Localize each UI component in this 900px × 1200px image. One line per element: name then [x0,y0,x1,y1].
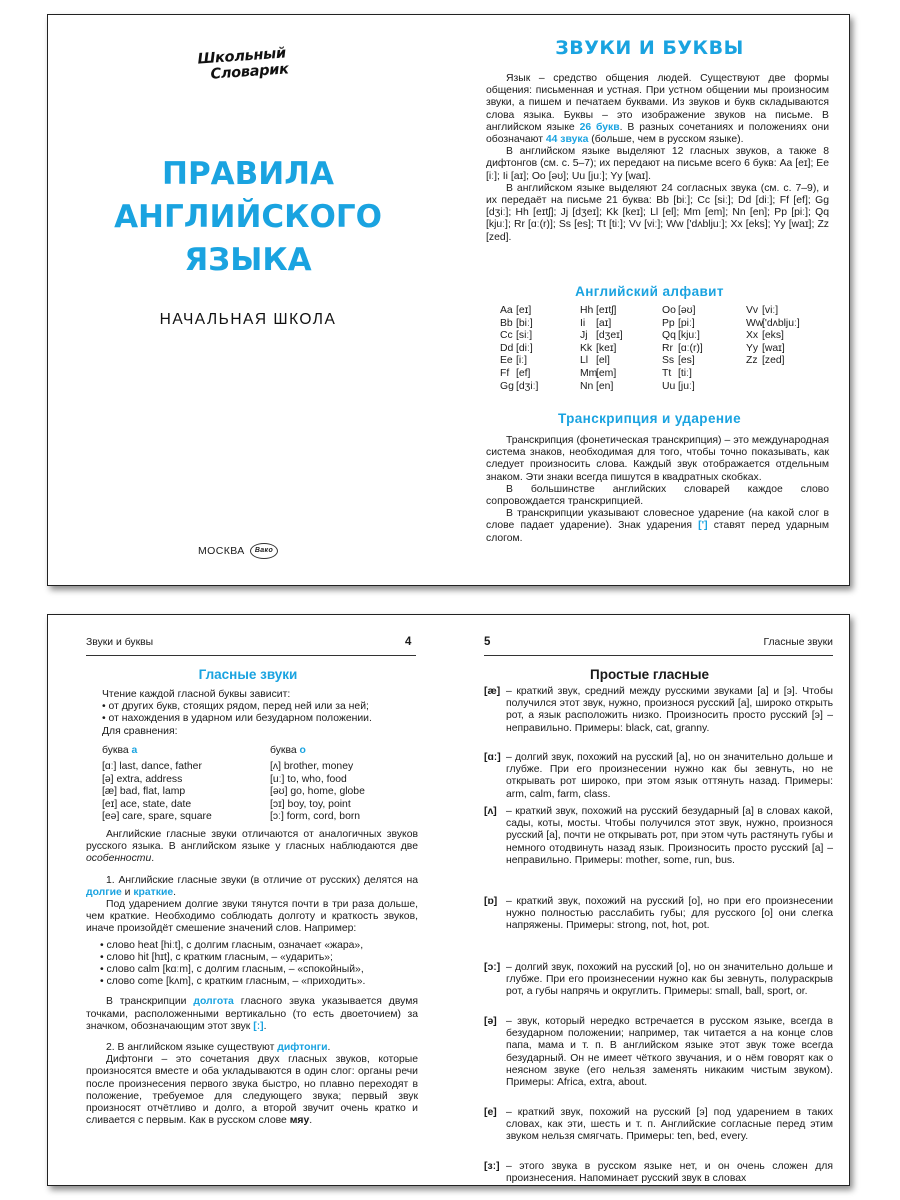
alphabet-entry [580,305,660,318]
letter-o: o [299,745,306,756]
book-spread-cover [47,14,850,586]
letter: Yy [746,342,759,354]
letter-transcription: [dʒeɪ] [596,330,623,342]
paragraph [486,508,829,545]
bullet: • от других букв, стоящих рядом, перед ней или за ней; [102,701,369,713]
reading-rules [102,689,418,738]
example-row: [ɑː] last, dance, father [102,761,202,773]
alphabet-entry [746,305,826,318]
header-rule [86,655,416,656]
letter-transcription: [kjuː] [678,330,700,342]
letter-transcription: [juː] [678,380,695,392]
letter: Oo [662,305,676,316]
paragraph [86,1042,418,1054]
text-run: Английские гласные звуки отличаются от аналогичных звуков русского языка. В английском языке у гласных наблюдаются две [86,829,418,853]
paragraph [86,875,418,899]
cover-subtitle: НАЧАЛЬНАЯ ШКОЛА [159,311,337,328]
text-run: 1. Английские гласные звуки (в отличие от русских) делятся на [106,874,418,886]
alphabet-entry [580,381,660,394]
running-head: Гласные звуки [763,637,833,648]
vowel-symbol: [ɜː] [484,1161,500,1172]
intro-line: Чтение каждой гласной буквы зависит: [102,689,291,700]
letter-transcription: [waɪ] [762,342,785,354]
letter-transcription: [diː] [516,342,533,354]
text-run: . [173,886,177,898]
letter-transcription: [eks] [762,330,784,342]
alphabet-entry [500,343,580,356]
series-logo [197,44,303,83]
text-run: и [121,886,134,898]
vowel-symbol: [ə] [484,1016,497,1027]
section-heading: Гласные звуки [198,667,298,682]
text-run: буква [102,745,132,756]
alphabet-entry [500,355,580,368]
section-heading: Простые гласные [590,667,709,682]
letter-transcription: [em] [596,367,617,379]
text-run: гласного звука указывается двумя точками, расположенными вертикально (то есть двоеточием) за значком, обозначающим этот звук [86,996,418,1032]
vowel-symbol: [ɔː] [484,962,501,973]
letter-o-column [270,745,420,823]
letter: Rr [662,342,673,354]
letter: Qq [662,330,676,342]
paragraph [86,996,418,1033]
sounds-letters-page [448,15,851,585]
text-run: . [327,1042,331,1054]
sounds-count: 44 звука [545,134,589,146]
example-row: [æ] bad, flat, lamp [102,786,186,798]
example: • слово hit [hɪt], с кратким гласным, – «ударить»; [100,951,333,963]
page-4 [48,615,448,1185]
paragraph: В английском языке выделяют 24 согласных звука (см. с. 7–9), и их передаёт на письме 21 буква: Bb [biː]; Cc [siː]; Dd [diː]; Ff [ef]; Gg [dʒiː]; Hh [eɪtʃ]; Jj [dʒeɪ]; Kk [keɪ]; Ll [el]; Mm [em]; Nn [en]; Pp [piː]; Qq [kjuː]; Rr [ɑː(r)]; Ss [es]; Tt [tiː]; Vv [viː]; Ww ['dʌbljuː]; Xx [eks]; Yy [waɪ]; Zz [zed]. [486,182,829,243]
alphabet-entry [662,343,742,356]
letter: Zz [746,355,758,367]
term-length: долгота [193,996,234,1008]
vowel-description: – звук, который нередко встречается в русском языке, всегда в безударном положении; например, так читается а на конце слов папа, мама и т. п. В английском языке этот звук тоже всегда безударный. Он не имеет чёткого звучания, и о нём говорят как о неясном звуке (его нельзя заменять никаким чистым звуком). Примеры: Africa, extra, about. [506,1016,833,1089]
alphabet-entry [580,330,660,343]
example: • слово calm [kɑːm], с долгим гласным, – «спокойный», [100,964,364,976]
cover-page [48,15,448,585]
page-number: 5 [484,636,491,648]
example-row: [əʊ] go, home, globe [270,786,365,798]
text-run: В транскрипции [106,996,194,1008]
letter: Ee [500,355,513,367]
letter-transcription: [piː] [678,317,695,329]
alphabet-entry [662,330,742,343]
example-row: [ɔː] form, cord, born [270,811,361,823]
text-run: 2. В английском языке существуют [106,1042,278,1054]
alphabet-entry [580,318,660,331]
vowel-entry [484,962,833,999]
alphabet-entry [500,330,580,343]
letter: Ii [580,317,586,329]
alphabet-entry [500,305,580,318]
alphabet-entry [580,368,660,381]
text-run: . [151,853,155,865]
example-row: [ə] extra, address [102,773,183,785]
book-spread-vowels [47,614,850,1186]
alphabet-entry [662,368,742,381]
alphabet-entry [746,343,826,356]
page-5 [448,615,851,1185]
letter: Aa [500,305,513,316]
letter-transcription: [tiː] [678,367,692,379]
letter: Vv [746,305,759,316]
running-head: Звуки и буквы [86,637,154,648]
publisher [198,543,278,559]
text-run: Язык – средство общения людей. Существуют две формы общения: письменная и устная. При устном общении мы произносим звуки, а пишем и печатаем буквами. Из звуков и букв складываются слова языка. Буквы – это изображение звуков на письме. В английском языке [486,73,829,133]
letter: Ss [662,355,675,367]
bullet: • от нахождения в ударном или безударном положении. [102,713,372,725]
letter-transcription: [ef] [516,367,531,379]
vowel-entry [484,686,833,735]
alphabet-entry [746,318,826,331]
letter: Dd [500,342,514,354]
vowel-entry [484,1107,833,1144]
vowel-symbol: [ʌ] [484,806,497,817]
vowel-entry [484,1161,833,1185]
alphabet-entry [662,355,742,368]
letter-a: a [131,745,138,756]
example: • слово come [kʌm], с кратким гласным, – «приходить». [100,976,366,988]
letter: Ff [500,367,510,379]
paragraph [86,1054,418,1127]
alphabet-column [746,305,826,368]
cover-title-line: ЯЗЫКА [184,242,312,278]
letter: Ll [580,355,589,367]
alphabet-column [500,305,580,393]
letter: Ww [746,317,764,329]
alphabet-entry [580,343,660,356]
letter-transcription: [dʒiː] [516,380,539,392]
letter: Cc [500,330,513,342]
text-run: буква [270,745,300,756]
publisher-logo: Вако [250,543,278,559]
letter-transcription: [el] [596,355,610,367]
vowel-symbol: [ɑː] [484,752,501,763]
transcription-text [486,435,829,545]
alphabet-entry [746,330,826,343]
letter-transcription: [iː] [516,355,527,367]
alphabet-column [662,305,742,393]
letter: Nn [580,380,594,392]
cover-title-line: АНГЛИЙСКОГО [114,199,382,235]
vowel-symbol: [ɒ] [484,896,498,907]
vowel-description: – долгий звук, похожий на русский [о], но он значительно дольше и глубже. При его произнесении нужно как бы зевнуть, полураскрыв рот, а губы напрячь и округлить. Примеры: small, ball, sport, or. [506,962,833,998]
italic-term: особенности [86,853,152,865]
alphabet-entry [580,355,660,368]
cover-title-line: ПРАВИЛА [162,156,334,192]
text-run: Дифтонги – это сочетания двух гласных звуков, которые произносятся вместе и оба укладываются в один слог: органы речи после произнесения первого звука быстро, но плавно переходят в положение, требуемое для следующего звука; первый звук произносят отчётливо и долго, а второй звучит очень кратко и сливается с первым. Как в русском слове [86,1054,418,1127]
vowel-description: – этого звука в русском языке нет, и он очень сложен для произнесения. Напоминает русский звук в словах [506,1161,833,1185]
vowel-entry [484,1016,833,1089]
stress-mark: ['] [698,520,708,532]
example-list [86,940,418,989]
example-row: [ʌ] brother, money [270,761,354,773]
vowel-symbol: [e] [484,1107,497,1118]
cover-title [48,153,448,282]
example-row: [ɔɪ] boy, toy, point [270,798,351,810]
alphabet-entry [500,381,580,394]
paragraph [486,73,829,146]
letter: Pp [662,317,675,329]
letter-transcription: [eɪtʃ] [596,305,617,316]
alphabet-entry [662,305,742,318]
alphabet-column [580,305,660,393]
letter: Mm [580,367,598,379]
term-short: краткие [133,886,174,898]
length-mark: [ː] [253,1020,264,1032]
letter-transcription: [es] [678,355,695,367]
page-title: ЗВУКИ И БУКВЫ [555,37,744,59]
letters-count: 26 букв [579,121,620,133]
letter: Uu [662,380,676,392]
intro-text [486,73,829,244]
vowel-symbol: [æ] [484,686,501,697]
vowel-description: – краткий звук, похожий на русский безударный [а] в словах какой, сады, коты, мосты. Чтобы получился этот звук, нужно, произнося русский [а], почти не открывать рот, при этом чуть растянуть губы и немного отодвинуть назад язык. Произносить просто русский [а] – неправильно. Примеры: mother, some, run, bus. [506,806,833,866]
example-row: [eɪ] ace, state, date [102,798,192,810]
text-run: В транскрипции указывают словесное ударение (на какой слог в слове падает ударение). Знак ударения [486,508,829,532]
text-run: . [309,1115,313,1127]
vowel-entry [484,896,833,933]
example-word: мяу [289,1115,310,1127]
page-number: 4 [405,636,412,648]
alphabet-heading: Английский алфавит [575,284,724,299]
publisher-city: МОСКВА [198,544,245,557]
letter: Bb [500,317,513,329]
alphabet-entry [746,355,826,368]
letter: Xx [746,330,759,342]
text-run: ставят перед ударным слогом. [486,520,830,544]
letter-transcription: [zed] [762,355,785,367]
letter-transcription: ['dʌbljuː] [762,317,800,329]
paragraph: В английском языке выделяют 12 гласных звуков, а также 8 дифтонгов (см. с. 5–7); их передают на письме всего 6 букв: Aa [eɪ]; Ee [iː]; Ii [aɪ]; Oo [əʊ]; Uu [juː]; Yy [waɪ]. [486,146,829,182]
letter-transcription: [eɪ] [516,305,532,316]
letter-transcription: [biː] [516,317,533,329]
letter: Gg [500,380,514,392]
alphabet-entry [500,368,580,381]
alphabet-entry [662,318,742,331]
logo-line-1: Школьный [197,45,287,68]
text-run: . В разных сочетаниях и положениях они обозначают [486,121,829,146]
vowel-description: – краткий звук, средний между русскими звуками [а] и [э]. Чтобы получился этот звук, нужно, произнося русский [а], широко открыть рот, а язык расположить низко. Произносить просто русский [э] – неправильно. Примеры: black, cat, granny. [506,686,833,734]
text-run: . [263,1020,267,1032]
vowel-entry [484,752,833,801]
example: • слово heat [hiːt], с долгим гласным, означает «жара», [100,939,364,951]
letter: Tt [662,367,672,379]
alphabet-entry [662,381,742,394]
vowel-entry [484,806,833,867]
letter: Kk [580,342,593,354]
letter-transcription: [ɑː(r)] [678,342,703,354]
column-caption [102,745,262,757]
letter-a-column [102,745,262,823]
column-caption [270,745,420,757]
letter-transcription: [keɪ] [596,342,617,354]
letter-transcription: [en] [596,380,614,392]
compare-label: Для сравнения: [102,725,178,737]
example-row: [eə] care, spare, square [102,811,212,823]
logo-line-2: Словарик [210,61,290,83]
vowel-description: – краткий звук, похожий на русский [о], но при его произнесении нужно полностью расслабить губы; для русского [о] они слегка напряжены. Примеры: strong, not, hot, pot. [506,896,833,932]
vowel-description: – долгий звук, похожий на русский [а], но он значительно дольше и глубже. При его произнесении нужно как бы зевнуть, но не открывать рот широко, при этом язык оттянуть назад. Примеры: arm, calm, farm, class. [506,752,833,800]
alphabet-entry [500,318,580,331]
term-long: долгие [86,886,122,898]
paragraph: Транскрипция (фонетическая транскрипция) – это международная система знаков, необходимая для того, чтобы точно показывать, как следует произносить слова. Каждый звук отображается отдельным знаком. Эти знаки всегда пишутся в квадратных скобках. [486,435,829,483]
letter-transcription: [əʊ] [678,305,696,316]
example-row: [uː] to, who, food [270,773,347,785]
letter-transcription: [aɪ] [596,317,612,329]
vowel-description: – краткий звук, похожий на русский [э] под ударением в таких словах, как эти, шесть и т. п. Английские согласные перед этим звуком нельзя смягчать. Примеры: ten, bed, every. [506,1107,833,1143]
letter-transcription: [siː] [516,330,533,342]
term-diphthongs: дифтонги [277,1042,328,1054]
paragraph [86,829,418,866]
features-text [86,829,418,1127]
transcription-heading: Транскрипция и ударение [557,411,742,426]
letter: Hh [580,305,594,316]
letter: Jj [580,330,588,342]
paragraph: В большинстве английских словарей каждое слово сопровождается транскрипцией. [486,483,829,508]
header-rule [484,655,833,656]
text-run: (больше, чем в русском языке). [588,134,744,146]
letter-transcription: [viː] [762,305,779,316]
paragraph: Под ударением долгие звуки тянутся почти в три раза дольше, чем краткие. Необходимо соблюдать долготу и краткость звуков, иначе произойдёт смешение значений слов. Например: [86,899,418,935]
